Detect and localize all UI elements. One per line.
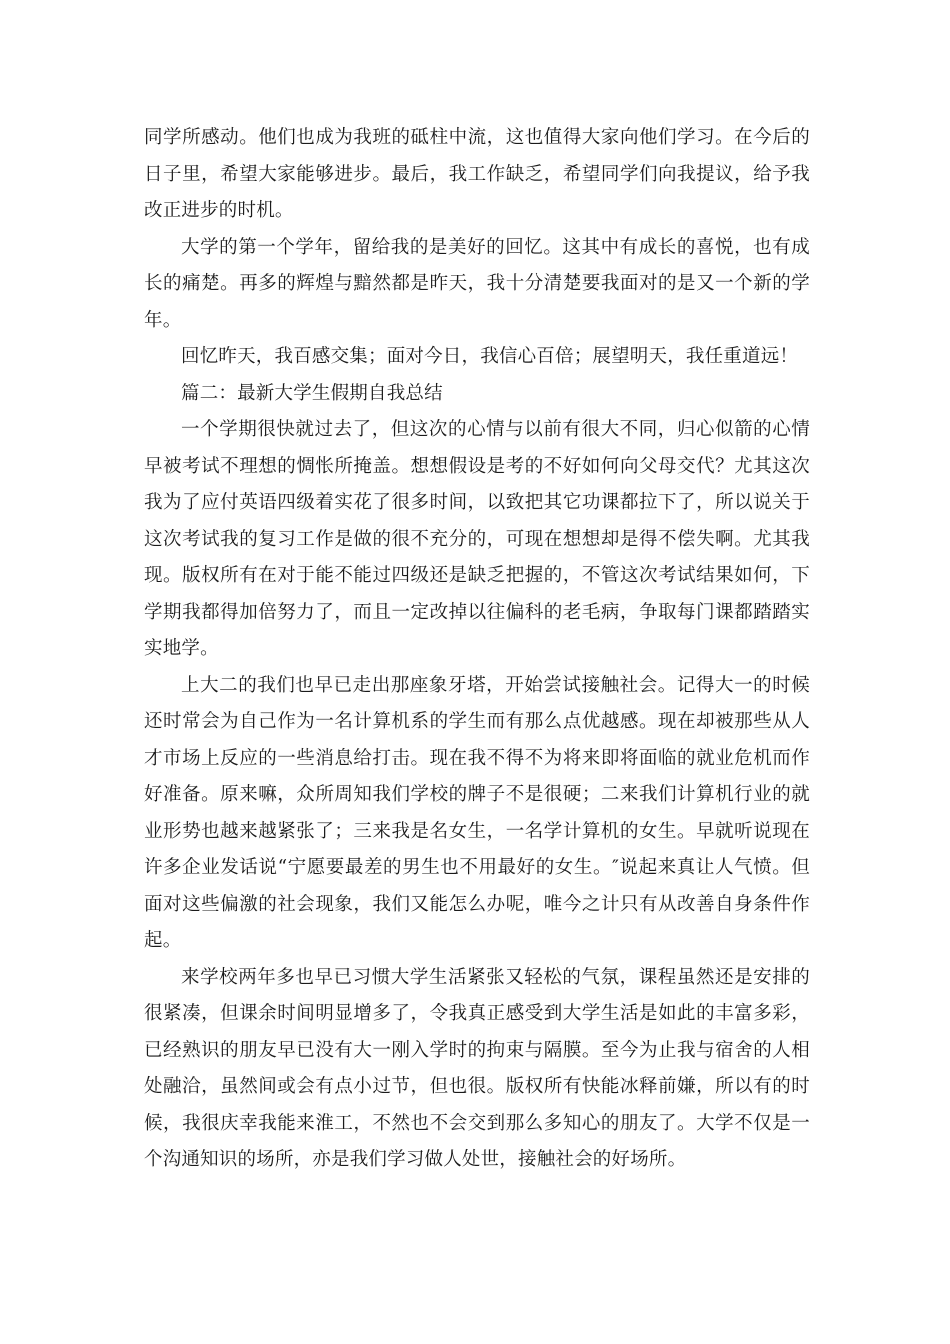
paragraph: 大学的第一个学年，留给我的是美好的回忆。这其中有成长的喜悦，也有成长的痛楚。再多的辉煌与黯然都是昨天，我十分清楚要我面对的是又一个新的学年。	[144, 236, 810, 331]
paragraph-continued: 同学所感动。他们也成为我班的砥柱中流，这也值得大家向他们学习。在今后的日子里，希望大家能够进步。最后，我工作缺乏，希望同学们向我提议，给予我改正进步的时机。	[144, 127, 810, 221]
paragraph: 回忆昨天，我百感交集；面对今日，我信心百倍；展望明天，我任重道远！	[181, 346, 799, 367]
paragraph: 上大二的我们也早已走出那座象牙塔，开始尝试接触社会。记得大一的时候还时常会为自己作为一名计算机系的学生而有那么点优越感。现在却被那些从人才市场上反应的一些消息给打击。现在我不得不为将来即将面临的就业危机而作好准备。原来嘛，众所周知我们学校的牌子不是很硬；二来我们计算机行业的就业形势也越来越紧张了；三来我是名女生，一名学计算机的女生。早就听说现在许多企业发话说“宁愿要最差的男生也不用最好的女生。″说起来真让人气愤。但面对这些偏激的社会现象，我们又能怎么办呢，唯今之计只有从改善自身条件作起。	[144, 674, 810, 951]
paragraph: 来学校两年多也早已习惯大学生活紧张又轻松的气氛，课程虽然还是安排的很紧凑，但课余时间明显增多了，令我真正感受到大学生活是如此的丰富多彩，已经熟识的朋友早已没有大一刚入学时的拘束与隔膜。至今为止我与宿舍的人相处融洽，虽然间或会有点小过节，但也很。版权所有快能冰释前嫌，所以有的时候，我很庆幸我能来淮工，不然也不会交到那么多知心的朋友了。大学不仅是一个沟通知识的场所，亦是我们学习做人处世，接触社会的好场所。	[144, 966, 810, 1170]
paragraph: 一个学期很快就过去了，但这次的心情与以前有很大不同，归心似箭的心情早被考试不理想的惆怅所掩盖。想想假设是考的不好如何向父母交代？尤其这次我为了应付英语四级着实花了很多时间，以致把其它功课都拉下了，所以说关于这次考试我的复习工作是做的很不充分的，可现在想想却是得不偿失啊。尤其我现。版权所有在对于能不能过四级还是缺乏把握的，不管这次考试结果如何，下学期我都得加倍努力了，而且一定改掉以往偏科的老毛病，争取每门课都踏踏实实地学。	[144, 419, 810, 659]
section-heading: 篇二：最新大学生假期自我总结	[181, 382, 443, 404]
document-body	[144, 120, 810, 1179]
